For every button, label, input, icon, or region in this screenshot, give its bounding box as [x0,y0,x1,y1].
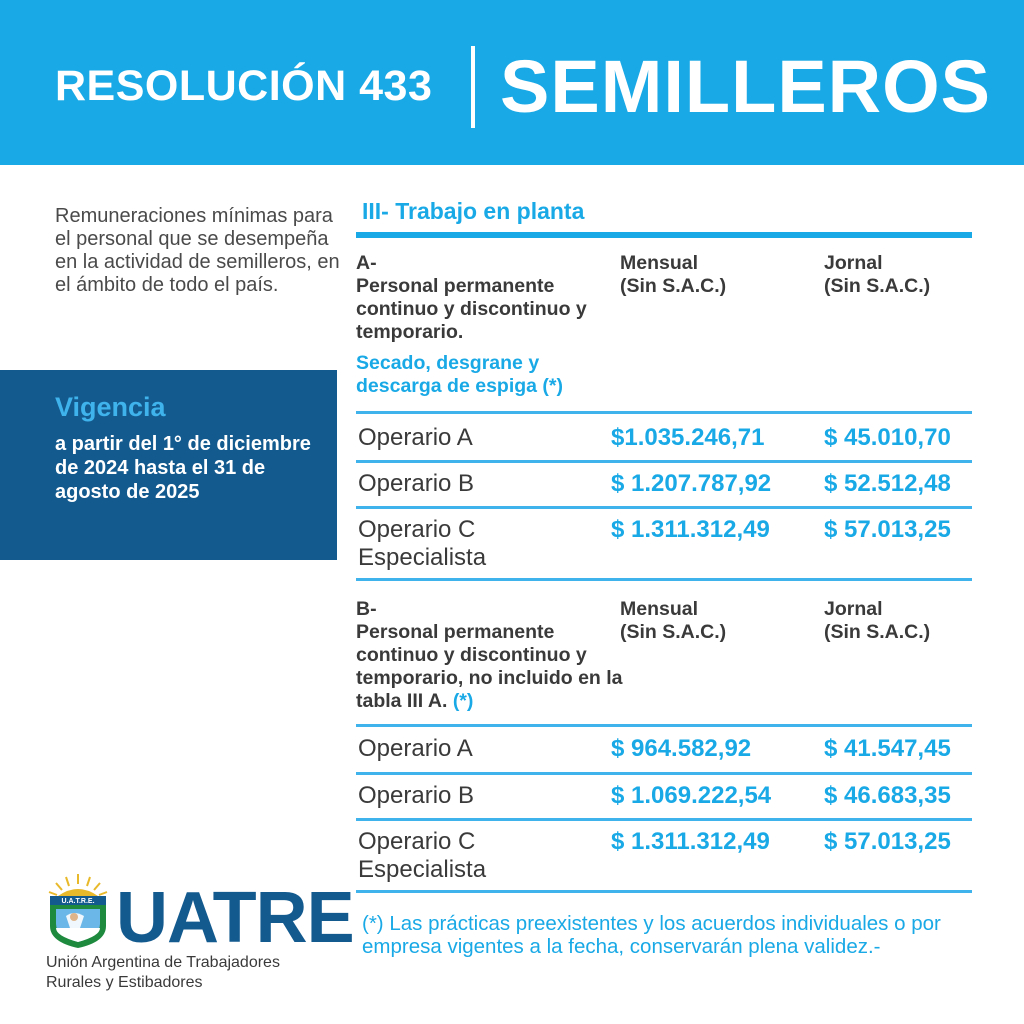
row-divider [356,890,972,893]
table-row-label: Operario B [358,470,475,497]
block-b-col-mensual: Mensual [620,598,699,620]
vigencia-title: Vigencia [55,392,166,422]
block-a-col-mensual: Mensual [620,252,699,274]
table-cell-jornal: $ 57.013,25 [824,516,951,543]
row-divider [356,724,972,727]
table-row-label: Operario A [358,735,473,762]
table-cell-jornal: $ 46.683,35 [824,782,951,809]
table-cell-jornal: $ 41.547,45 [824,735,951,762]
block-a-col-jornal: Jornal [824,252,883,274]
table-cell-mensual: $ 1.311.312,49 [611,828,770,855]
uatre-logo-text: UATRE [116,878,354,958]
row-divider [356,460,972,463]
intro-text: Remuneraciones mínimas para el personal que se desempeña en la actividad de semilleros, en el ámbito de todo el país. [55,205,340,296]
block-a-col-jornal-sub: (Sin S.A.C.) [824,275,931,297]
table-cell-mensual: $ 1.311.312,49 [611,516,770,543]
row-divider [356,818,972,821]
row-divider [356,578,972,581]
block-b-heading-text: Personal permanente continuo y discontinuo y temporario, no incluido en la tabla III A. [356,621,623,712]
row-divider [356,411,972,414]
footnote: (*) Las prácticas preexistentes y los acuerdos individuales o por empresa vigentes a la fecha, conservarán plena validez.- [362,912,941,958]
block-b-heading [356,621,628,713]
block-b-col-jornal-sub: (Sin S.A.C.) [824,621,931,643]
block-a-label: A- [356,252,377,274]
block-b-col-jornal: Jornal [824,598,883,620]
table-cell-mensual: $ 964.582,92 [611,735,752,762]
block-b-label: B- [356,598,377,620]
uatre-emblem-logo [44,872,112,950]
header-divider [471,46,475,128]
block-b-heading-mark: (*) [452,690,474,712]
section-rule [356,232,972,238]
table-row-label: Operario A [358,424,473,451]
vigencia-text: a partir del 1° de diciembre de 2024 hasta el 31 de agosto de 2025 [55,433,311,503]
table-cell-mensual: $ 1.207.787,92 [611,470,772,497]
uatre-subtitle-line1: Unión Argentina de Trabajadores [46,954,280,971]
block-a-col-mensual-sub: (Sin S.A.C.) [620,275,727,297]
table-cell-jornal: $ 45.010,70 [824,424,951,451]
block-b-col-mensual-sub: (Sin S.A.C.) [620,621,727,643]
uatre-subtitle-line2: Rurales y Estibadores [46,974,203,991]
emblem-label: U.A.T.R.E. [61,898,95,905]
table-row-label: Operario B [358,782,475,809]
table-cell-jornal: $ 52.512,48 [824,470,951,497]
row-divider [356,772,972,775]
main-title: SEMILLEROS [500,45,992,128]
table-row-label: Operario C Especialista [358,828,487,883]
row-divider [356,506,972,509]
block-a-heading: Personal permanente continuo y discontinuo y temporario. [356,275,587,343]
section-title: III- Trabajo en planta [362,198,585,224]
table-row-label: Operario C Especialista [358,516,487,571]
table-cell-mensual: $1.035.246,71 [611,424,765,451]
sun-shield-icon [44,872,112,950]
resolution-title: RESOLUCIÓN 433 [55,62,433,110]
uatre-subtitle [46,953,346,993]
table-cell-mensual: $ 1.069.222,54 [611,782,772,809]
block-a-subheading: Secado, desgrane y descarga de espiga (*) [356,352,563,397]
table-cell-jornal: $ 57.013,25 [824,828,951,855]
